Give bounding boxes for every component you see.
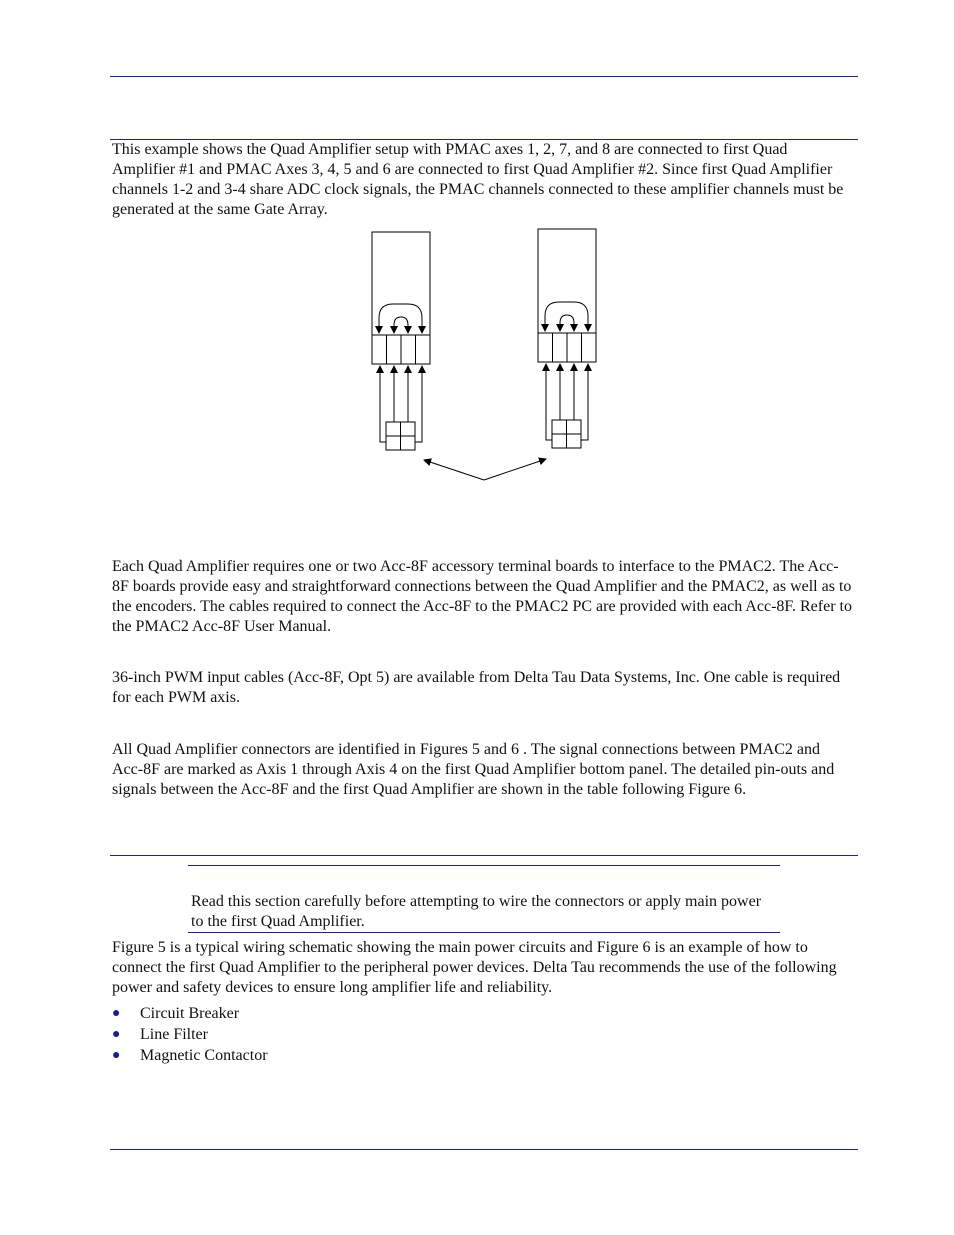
footer-rule bbox=[110, 1149, 858, 1150]
device-list bbox=[112, 1003, 268, 1066]
connectors-paragraph: All Quad Amplifier connectors are identified in Figures 5 and 6 . The signal connections between PMAC2 and Acc-8F are marked as Axis 1 through Axis 4 on the first Quad Amplifier bottom panel. The detailed pin-outs and signals between the Acc-8F and the first Quad Amplifier are shown in the table following Figure 6. bbox=[112, 741, 835, 798]
list-item: ● Line Filter bbox=[112, 1026, 208, 1043]
intro-paragraph: This example shows the Quad Amplifier setup with PMAC axes 1, 2, 7, and 8 are connected to first Quad Amplifier #1 and PMAC Axes 3, 4, 5 and 6 are connected to first Quad Amplifier #2. Since first Quad Amplifier channels 1-2 and 3-4 share ADC clock signals, the PMAC channels connected to these amplifier channels must be generated at the same Gate Array. bbox=[112, 141, 844, 218]
wiring-paragraph: Figure 5 is a typical wiring schematic showing the main power circuits and Figure 6 is an example of how to connect the first Quad Amplifier to the peripheral power devices. Delta Tau recommends the use of the following power and safety devices to ensure long amplifier life and reliability. bbox=[112, 939, 837, 996]
amplifier-1-block bbox=[372, 232, 430, 450]
list-item: ● Magnetic Contactor bbox=[112, 1047, 268, 1064]
acc8f-paragraph: Each Quad Amplifier requires one or two Acc-8F accessory terminal boards to interface to the PMAC2. The Acc-8F boards provide easy and straightforward connections between the Quad Amplifier and the PMAC2, as well as to the encoders. The cables required to connect the Acc-8F to the PMAC2 PC are provided with each Acc-8F. Refer to the PMAC2 Acc-8F User Manual. bbox=[112, 558, 852, 635]
header-rule bbox=[110, 76, 858, 77]
list-item: ● Circuit Breaker bbox=[112, 1005, 240, 1022]
bullet-icon: ● bbox=[112, 1027, 121, 1042]
bullet-icon: ● bbox=[112, 1006, 121, 1021]
amplifier-connection-diagram bbox=[360, 222, 620, 490]
bullet-icon: ● bbox=[112, 1048, 121, 1063]
caution-note: Read this section carefully before attempting to wire the connectors or apply main power to the first Quad Amplifier. bbox=[191, 893, 762, 930]
cables-paragraph: 36-inch PWM input cables (Acc-8F, Opt 5) are available from Delta Tau Data Systems, Inc. One cable is required for each PWM axis. bbox=[112, 669, 841, 706]
callout-arrows bbox=[424, 459, 546, 480]
section-rule-bottom bbox=[110, 855, 858, 856]
note-rule-bottom bbox=[188, 932, 780, 933]
note-rule-top bbox=[188, 865, 780, 866]
amplifier-2-block bbox=[538, 229, 596, 448]
